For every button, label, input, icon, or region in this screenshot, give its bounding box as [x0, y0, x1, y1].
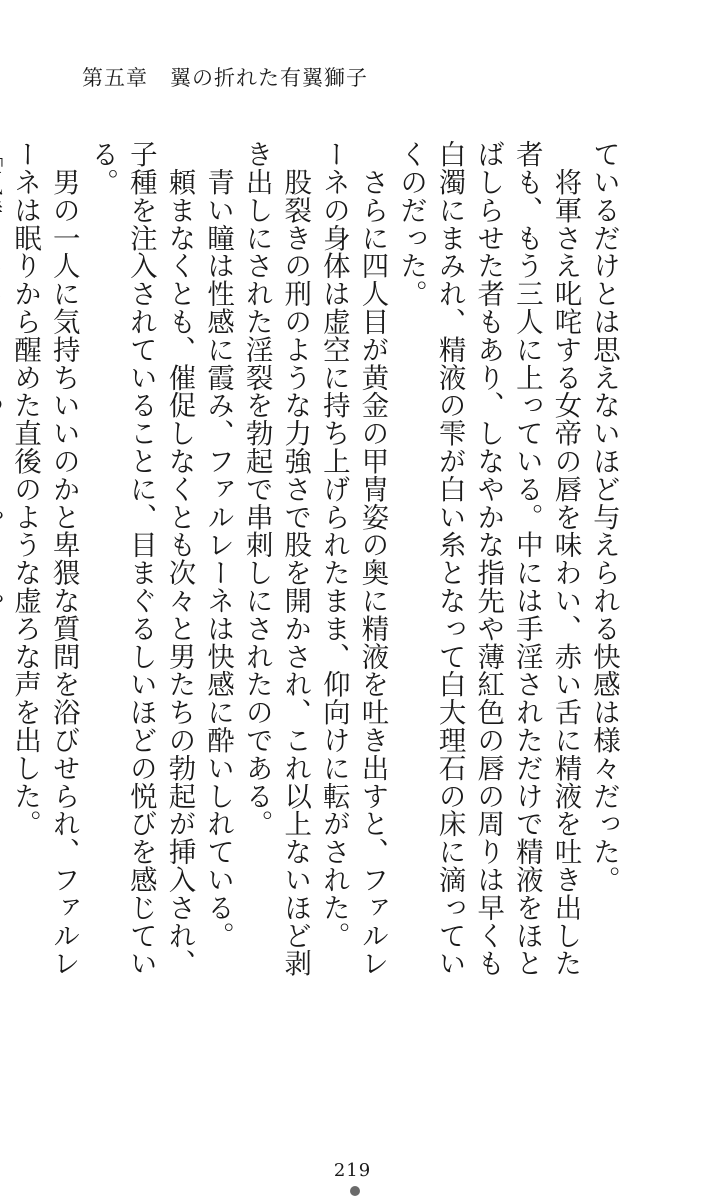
paragraph [0, 140, 5, 990]
paragraph: さらに四人目が黄金の甲冑姿の奥に精液を吐き出すと、ファルレーネの身体は虚空に持ち上げられたまま、仰向けに転がされた。 [317, 140, 388, 977]
paragraph: 将軍さえ叱咤する女帝の唇を味わい、赤い舌に精液を吐き出した者も、もう三人に上っている。中には手淫されただけで精液をほとばしらせた者もあり、しなやかな指先や薄紅色の唇の周りは早くも白濁にまみれ、精液の雫が白い糸となって白大理石の床に滴っていくのだった。 [395, 140, 581, 977]
paragraph: 股裂きの刑のような力強さで股を開かされ、これ以上ないほど剥き出しにされた淫裂を勃起で串刺しにされたのである。 [240, 140, 311, 977]
body-text [9, 140, 622, 990]
running-head: 第五章 翼の折れた有翼獅子 [82, 66, 368, 90]
paragraph: 青い瞳は性感に霞み、ファルレーネは快感に酔いしれている。 [202, 140, 234, 950]
paragraph: 男の一人に気持ちいいのかと卑猥な質問を浴びせられ、ファルレーネは眠りから醒めた直後のような虚ろな声を出した。 [9, 140, 79, 977]
page-dot-ornament [350, 1186, 360, 1196]
paragraph: 頼まなくとも、催促しなくとも次々と男たちの勃起が挿入され、子種を注入されていることに、目まぐるしいほどの悦びを感じている。 [86, 140, 195, 977]
paragraph: ているだけとは思えないほど与えられる快感は様々だった。 [588, 140, 619, 894]
page-number: 219 [333, 1160, 372, 1181]
